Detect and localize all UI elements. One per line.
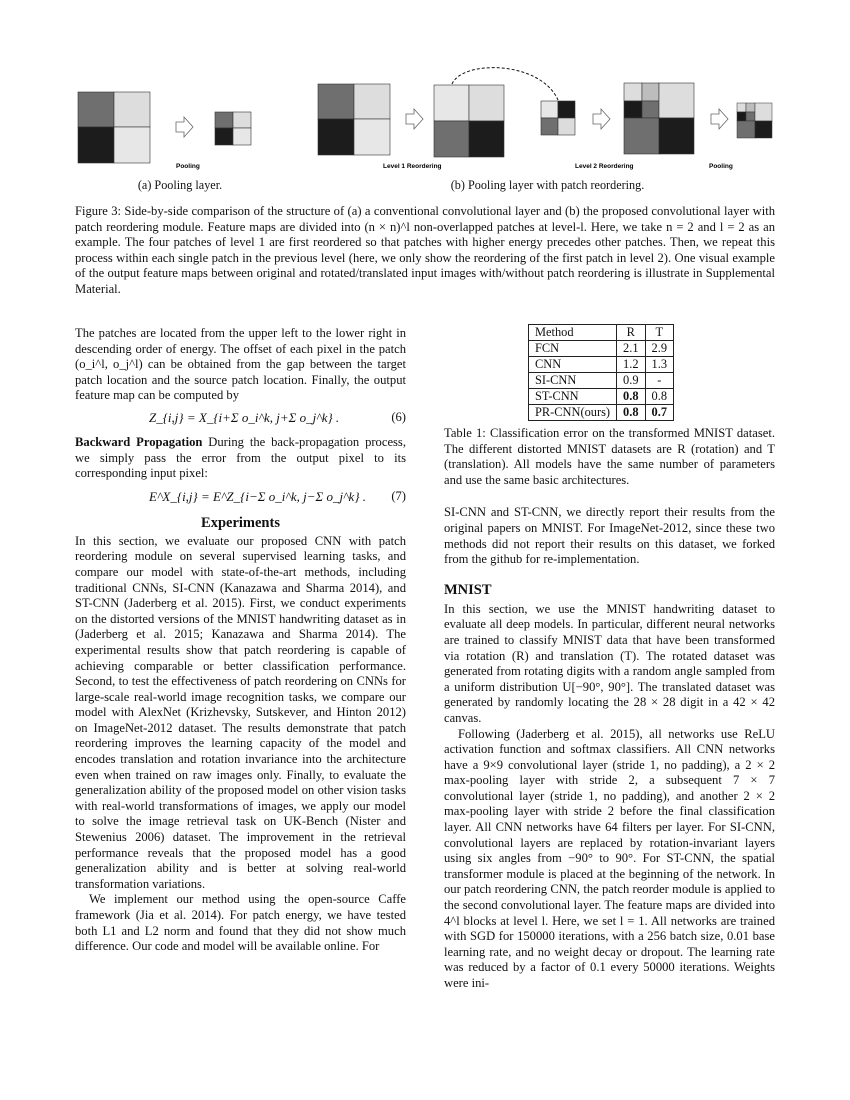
figure-b-input-map	[318, 84, 390, 155]
table-row	[529, 373, 674, 389]
figure-b-level1-map	[434, 85, 504, 157]
figure-a-input-map	[78, 92, 150, 163]
table-cell: 0.7	[645, 405, 674, 421]
table-cell: FCN	[529, 341, 617, 357]
equation-7: E^X_{i,j} = E^Z_{i−Σ o_i^k, j−Σ o_j^k} .	[149, 488, 367, 504]
arrow-icon	[406, 109, 423, 129]
table-header-row	[529, 325, 674, 341]
arrow-icon	[593, 109, 610, 129]
table-cell: -	[645, 373, 674, 389]
results-table	[528, 324, 674, 421]
table-cell: 2.9	[645, 341, 674, 357]
figure-b-zoom-patch	[541, 101, 575, 135]
table-cell: CNN	[529, 357, 617, 373]
figure-b-level2-map	[624, 83, 694, 154]
arrow-icon	[711, 109, 728, 129]
figure-3	[0, 0, 850, 175]
subcaption-b: (b) Pooling layer with patch reordering.	[450, 178, 645, 192]
table-caption: Table 1: Classification error on the transformed MNIST dataset. The different distorted MNIST datasets are R (rotation) and T (translation). All models have the same number of parameters and use the same basic architectures.	[444, 426, 775, 487]
table-cell: PR-CNN(ours)	[529, 405, 617, 421]
paragraph-architecture: Following (Jaderberg et al. 2015), all networks use ReLU activation function and softmax classifiers. All CNN networks have a 9×9 convolutional layer (stride 1, no padding), a 2 × 2 max-pooling layer with stride 2, a subsequent 7 × 7 convolutional layer (stride 1, no padding), and another 2 × 2 max-pooling layer with stride 2 before the final classification layer. All CNN networks have 64 filters per layer. For SI-CNN, convolutional layers are replaced by rotation-invariant layers using six angles from −90° to 90°. For ST-CNN, the spatial transformer module is placed at the beginning of the network. In our patch reordering CNN, the patch reorder module is applied to the second convolutional layer. The feature maps are divided into 4^l blocks at level l. Here, we set l = 1. All networks are trained with SGD for 150000 iterations, with a 256 batch size, 0.01 base learning rate, and no weight decay or dropout. The learning rate was reduced by a factor of 0.1 every 50000 iterations. Weights were ini-	[444, 726, 775, 990]
table-cell: 1.3	[645, 357, 674, 373]
equation-6: Z_{i,j} = X_{i+Σ o_i^k, j+Σ o_j^k} .	[149, 409, 340, 425]
equation-6-number: (6)	[391, 409, 406, 424]
label-level2: Level 2 Reordering	[575, 163, 634, 170]
table-row	[529, 341, 674, 357]
section-heading-experiments: Experiments	[201, 514, 280, 531]
table-cell: 0.8	[617, 389, 646, 405]
table-cell: 0.9	[617, 373, 646, 389]
arrow-icon	[176, 117, 193, 137]
section-heading-mnist: MNIST	[444, 581, 492, 598]
paragraph-baselines: SI-CNN and ST-CNN, we directly report their results from the original papers on MNIST. For ImageNet-2012, since these two methods did not report their results on this dataset, we forked from the github for re-implementation.	[444, 505, 775, 567]
paragraph-backward-propagation	[75, 435, 406, 482]
figure-b-pooled-map	[737, 103, 772, 138]
figure-caption: Figure 3: Side-by-side comparison of the structure of (a) a conventional convolutional layer and (b) the proposed convolutional layer with patch reordering module. Feature maps are divided into (n × n)^l non-overlapped patches at level-l. Here, we take n = 2 and l = 2 as an example. The four patches of level 1 are first reordered so that patches with higher energy precedes other patches. Then, we repeat this process within each single patch in the previous level (here, we only show the reordering of the first patch in level 2). One visual example of the output feature maps between original and rotated/translated input images with/without patch reordering is illustrate in Supplemental Material.	[75, 204, 775, 296]
table-row	[529, 357, 674, 373]
paragraph-patch-location: The patches are located from the upper left to the lower right in descending order of energy. The offset of each pixel in the patch (o_i^l, o_j^l) can be obtained from the gap between the target patch location and the source patch location. Finally, the output feature map can be computed by	[75, 326, 406, 403]
paragraph-implementation: We implement our method using the open-source Caffe framework (Jia et al. 2014). For patch energy, we have tested both L1 and L2 norm and found that they did not show much difference. Our code and model will be available online. For	[75, 892, 406, 954]
label-pooling-b: Pooling	[709, 163, 733, 170]
figure-a-pooled-map	[215, 112, 251, 145]
backward-propagation-text: During the back-propagation process, we simply pass the error from the output pixel to its corresponding input pixel:	[75, 434, 406, 481]
backward-propagation-heading: Backward Propagation	[75, 434, 203, 449]
subcaption-a: (a) Pooling layer.	[137, 178, 223, 192]
table-cell: 0.8	[617, 405, 646, 421]
table-cell: SI-CNN	[529, 373, 617, 389]
paragraph-mnist-setup: In this section, we use the MNIST handwriting dataset to evaluate all deep models. In particular, different neural networks are trained to classify MNIST data that have been transformed via rotation (R) and translation (T). The rotated dataset was generated from rotating digits with a random angle sampled from a uniform distribution U[−90°, 90°]. The translated dataset was generated by randomly locating the 28 × 28 digit in a 42 × 42 canvas.	[444, 601, 775, 725]
paragraph-experiments-intro: In this section, we evaluate our proposed CNN with patch reordering module on several supervised learning tasks, and compare our model with state-of-the-art methods, including traditional CNNs, SI-CNN (Kanazawa and Sharma 2014), and ST-CNN (Jaderberg et al. 2015). First, we conduct experiments on the distorted versions of the MNIST handwriting dataset as in (Jaderberg et al. 2015; Kanazawa and Sharma 2014). The experimental results show that patch reordering is capable of achieving comparable or better classification performance. Second, to test the effectiveness of patch reordering on CNNs for large-scale real-world image recognition tasks, we compare our model with AlexNet (Krizhevsky, Sutskever, and Hinton 2012) on ImageNet-2012 dataset. The results demonstrate that patch reordering improves the learning capacity of the model and encodes translation and rotation invariance into the architecture even when trained on raw images only. Finally, to evaluate the generalization ability of the proposed model on other vision tasks with real-world transformations of images, we apply our model to solve the image retrieval task on UK-Bench (Nister and Stewenius 2006) dataset. The improvement in the retrieval performance reveals that the proposed model has a good generalization ability and is better at solving real-world transformation variations.	[75, 533, 406, 891]
table-row	[529, 389, 674, 405]
table-cell: 2.1	[617, 341, 646, 357]
table-cell: ST-CNN	[529, 389, 617, 405]
table-cell: 0.8	[645, 389, 674, 405]
label-level1: Level 1 Reordering	[383, 163, 442, 170]
label-pooling-a: Pooling	[176, 163, 200, 170]
table-header-cell: T	[645, 325, 674, 341]
table-header-cell: R	[617, 325, 646, 341]
table-row	[529, 405, 674, 421]
table-header-cell: Method	[529, 325, 617, 341]
table-cell: 1.2	[617, 357, 646, 373]
equation-7-number: (7)	[391, 488, 406, 503]
